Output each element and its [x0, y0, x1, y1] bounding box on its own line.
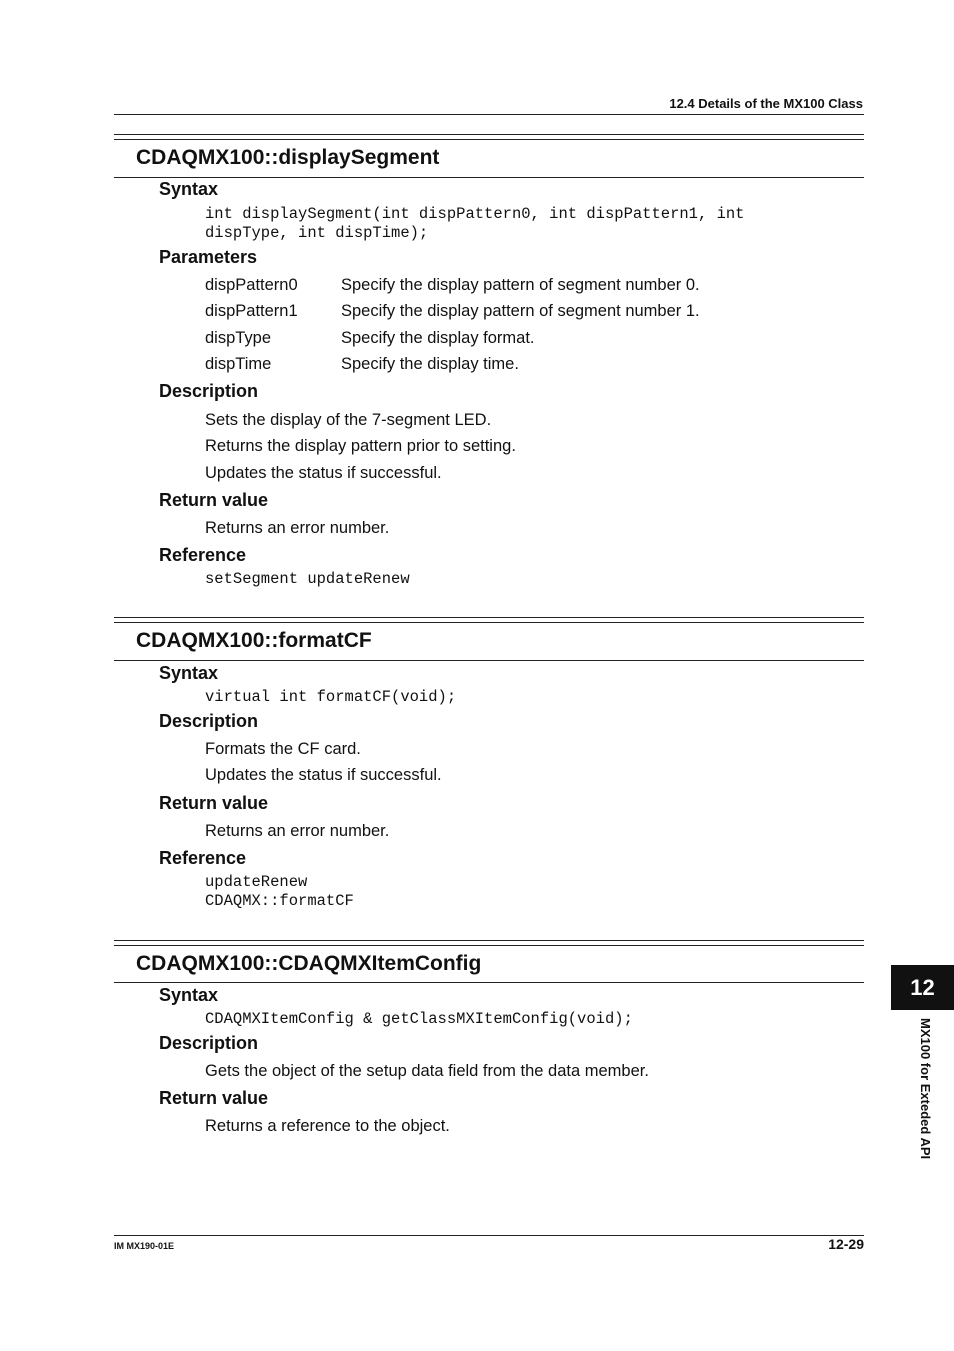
description-heading: Description — [159, 711, 259, 731]
syntax-code: int displaySegment(int dispPattern0, int dispPattern1, int dispType, int dispTime); — [205, 205, 745, 242]
running-header: 12.4 Details of the MX100 Class — [669, 96, 863, 111]
description-line: Returns the display pattern prior to setting. — [205, 437, 516, 455]
description-heading: Description — [159, 1033, 259, 1053]
chapter-tab: 12 — [891, 965, 954, 1010]
section-rule-bottom — [114, 177, 864, 178]
syntax-heading: Syntax — [159, 663, 219, 683]
reference-code: setSegment updateRenew — [205, 570, 410, 588]
section-rule-top — [114, 945, 864, 946]
description-line: Sets the display of the 7-segment LED. — [205, 411, 492, 429]
reference-heading: Reference — [159, 545, 247, 565]
section-rule-bottom — [114, 982, 864, 983]
description-line: Updates the status if successful. — [205, 766, 442, 784]
section-rule-top — [114, 139, 864, 140]
reference-heading: Reference — [159, 848, 247, 868]
footer-rule — [114, 1235, 864, 1236]
param-name: dispPattern1 — [205, 302, 298, 320]
syntax-heading: Syntax — [159, 179, 219, 199]
return-heading: Return value — [159, 1088, 269, 1108]
param-name: dispTime — [205, 355, 272, 373]
section-rule-top — [114, 622, 864, 623]
section-rule-top — [114, 940, 864, 941]
param-desc: Specify the display format. — [341, 329, 535, 347]
syntax-heading: Syntax — [159, 985, 219, 1005]
description-heading: Description — [159, 381, 259, 401]
section-rule-top — [114, 617, 864, 618]
syntax-code: CDAQMXItemConfig & getClassMXItemConfig(void); — [205, 1010, 633, 1028]
parameters-heading: Parameters — [159, 247, 258, 267]
return-text: Returns a reference to the object. — [205, 1117, 450, 1135]
section-title: CDAQMX100::formatCF — [136, 629, 372, 652]
description-line: Updates the status if successful. — [205, 464, 442, 482]
param-name: dispType — [205, 329, 272, 347]
syntax-code: virtual int formatCF(void); — [205, 688, 457, 706]
param-desc: Specify the display time. — [341, 355, 519, 373]
return-heading: Return value — [159, 793, 269, 813]
description-line: Gets the object of the setup data field from the data member. — [205, 1062, 649, 1080]
return-heading: Return value — [159, 490, 269, 510]
chapter-side-label: MX100 for Exteded API — [918, 1018, 933, 1160]
return-text: Returns an error number. — [205, 822, 390, 840]
section-title: CDAQMX100::displaySegment — [136, 146, 440, 169]
footer-doc-id: IM MX190-01E — [114, 1241, 175, 1251]
section-rule-top — [114, 134, 864, 135]
param-name: dispPattern0 — [205, 276, 298, 294]
param-desc: Specify the display pattern of segment number 1. — [341, 302, 700, 320]
return-text: Returns an error number. — [205, 519, 390, 537]
header-rule — [114, 114, 864, 115]
section-title: CDAQMX100::CDAQMXItemConfig — [136, 952, 482, 975]
reference-code: updateRenew CDAQMX::formatCF — [205, 873, 354, 910]
description-line: Formats the CF card. — [205, 740, 361, 758]
section-rule-bottom — [114, 660, 864, 661]
page-number: 12-29 — [828, 1236, 864, 1252]
param-desc: Specify the display pattern of segment number 0. — [341, 276, 700, 294]
